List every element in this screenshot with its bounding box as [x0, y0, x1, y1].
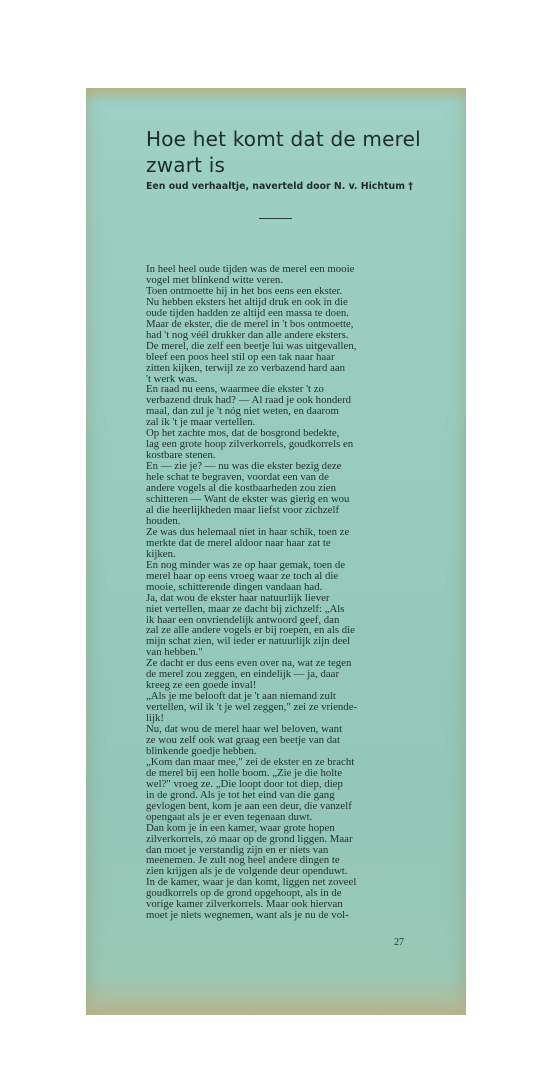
page-title: Hoe het komt dat de merel zwart is: [146, 127, 421, 177]
text-line: Ze dacht er dus eens even over na, wat ze tegen: [146, 657, 352, 670]
text-line: kreeg ze een goede inval!: [146, 679, 257, 692]
text-line: hele schat te begraven, voordat een van de: [146, 471, 329, 484]
text-line: Nu hebben eksters het altijd druk en ook in die: [146, 295, 348, 308]
text-line: moet je niets wegnemen, want als je nu de vol-: [146, 909, 349, 922]
text-line: bleef een poos heel stil op een tak naar haar: [146, 350, 335, 363]
text-line: lag een grote hoop zilverkorrels, goudkorrels en: [146, 438, 354, 451]
text-line: En — zie je? — nu was die ekster bezig deze: [146, 460, 342, 473]
text-line: Op het zachte mos, dat de bosgrond bedekte,: [146, 427, 340, 440]
text-line: verbazend druk had? — Al raad je ook honderd: [146, 394, 352, 407]
page-subtitle: Een oud verhaaltje, naverteld door N. v. Hichtum †: [146, 181, 413, 192]
text-line: De merel, die zelf een beetje lui was uitgevallen,: [146, 339, 357, 352]
text-line: had 't nog véél drukker dan alle andere eksters.: [146, 328, 349, 341]
text-line: lijk!: [146, 712, 164, 725]
text-line: al die heerlijkheden maar liefst voor zichzelf: [146, 503, 340, 516]
text-line: zal ze alle andere vogels er bij roepen, en als die: [146, 624, 355, 637]
text-line: zien krijgen als je de volgende deur openduwt.: [146, 865, 348, 878]
text-line: Nu, dat wou de merel haar wel beloven, want: [146, 723, 343, 736]
text-line: zitten kijken, terwijl ze zo verbazend hard aan: [146, 361, 346, 374]
text-line: meenemen. Je zult nog heel andere dingen te: [146, 854, 340, 867]
text-line: ik haar een onvriendelijk antwoord geef, dan: [146, 613, 340, 626]
text-line: Ja, dat wou de ekster haar natuurlijk liever: [146, 591, 330, 604]
text-line: niet vertellen, maar ze dacht bij zichzelf: „Als: [146, 602, 345, 615]
text-line: vogel met blinkend witte veren.: [146, 273, 284, 286]
page-number: 27: [394, 937, 404, 948]
text-line: zal ik 't je maar vertellen.: [146, 416, 256, 429]
text-line: mijn schat zien, wil ieder er natuurlijk zijn deel: [146, 635, 351, 648]
booklet-page: [86, 88, 466, 1015]
text-line: de merel zou zeggen, en eindelijk — ja, daar: [146, 668, 340, 681]
text-line: In heel heel oude tijden was de merel een mooie: [146, 263, 355, 275]
text-line: wel?" vroeg ze. „Die loopt door tot diep, diep: [146, 777, 343, 790]
text-line: In de kamer, waar je dan komt, liggen net zoveel: [146, 876, 357, 889]
text-line: mooie, schitterende dingen vandaan had.: [146, 580, 323, 593]
text-line: Toen ontmoette hij in het bos eens een ekster.: [146, 284, 343, 297]
text-line: vorige kamer zilverkorrels. Maar ook hiervan: [146, 898, 343, 911]
text-line: merel haar op eens vroeg waar ze toch al die: [146, 569, 339, 582]
text-line: maal, dan zul je 't nóg niet weten, en daarom: [146, 405, 339, 418]
text-line: kostbare stenen.: [146, 449, 216, 462]
story-text: [146, 264, 421, 921]
text-line: goudkorrels op de grond opgehoopt, als in de: [146, 887, 342, 900]
text-line: En raad nu eens, waarmee die ekster 't zo: [146, 383, 324, 396]
title-divider: [259, 218, 292, 219]
text-line: van hebben.": [146, 646, 203, 659]
text-line: Dan kom je in een kamer, waar grote hopen: [146, 821, 335, 834]
text-line: in de grond. Als je tot het eind van die gang: [146, 788, 335, 801]
text-line: opengaat als je er even tegenaan duwt.: [146, 810, 313, 823]
text-line: gevlogen bent, kom je aan een deur, die vanzelf: [146, 799, 352, 812]
text-line: andere vogels al die kostbaarheden zou zien: [146, 482, 337, 495]
text-line: „Kom dan maar mee," zei de ekster en ze bracht: [146, 755, 355, 768]
text-line: Ze was dus helemaal niet in haar schik, toen ze: [146, 525, 350, 538]
text-line: kijken.: [146, 547, 176, 560]
text-line: Maar de ekster, die de merel in 't bos ontmoette,: [146, 317, 354, 330]
text-line: dan moet je verstandig zijn en er niets van: [146, 843, 329, 856]
text-line: blinkende goedje hebben.: [146, 744, 257, 757]
text-line: En nog minder was ze op haar gemak, toen de: [146, 558, 346, 571]
text-line: schitteren — Want de ekster was gierig en wou: [146, 493, 350, 506]
text-line: oude tijden hadden ze altijd een massa te doen.: [146, 306, 349, 319]
text-line: houden.: [146, 514, 181, 527]
text-line: vertellen, wil ik 't je wel zeggen," zei ze vriende-: [146, 701, 358, 714]
text-line: 't werk was.: [146, 372, 198, 385]
text-line: de merel bij een holle boom. „Zie je die holte: [146, 766, 343, 779]
text-line: merkte dat de merel aldoor naar haar zat te: [146, 536, 331, 549]
text-line: zilverkorrels, zó maar op de grond liggen. Maar: [146, 832, 353, 845]
text-line: „Als je me belooft dat je 't aan niemand zult: [146, 690, 336, 703]
text-line: ze wou zelf ook wat graag een beetje van dat: [146, 733, 340, 746]
